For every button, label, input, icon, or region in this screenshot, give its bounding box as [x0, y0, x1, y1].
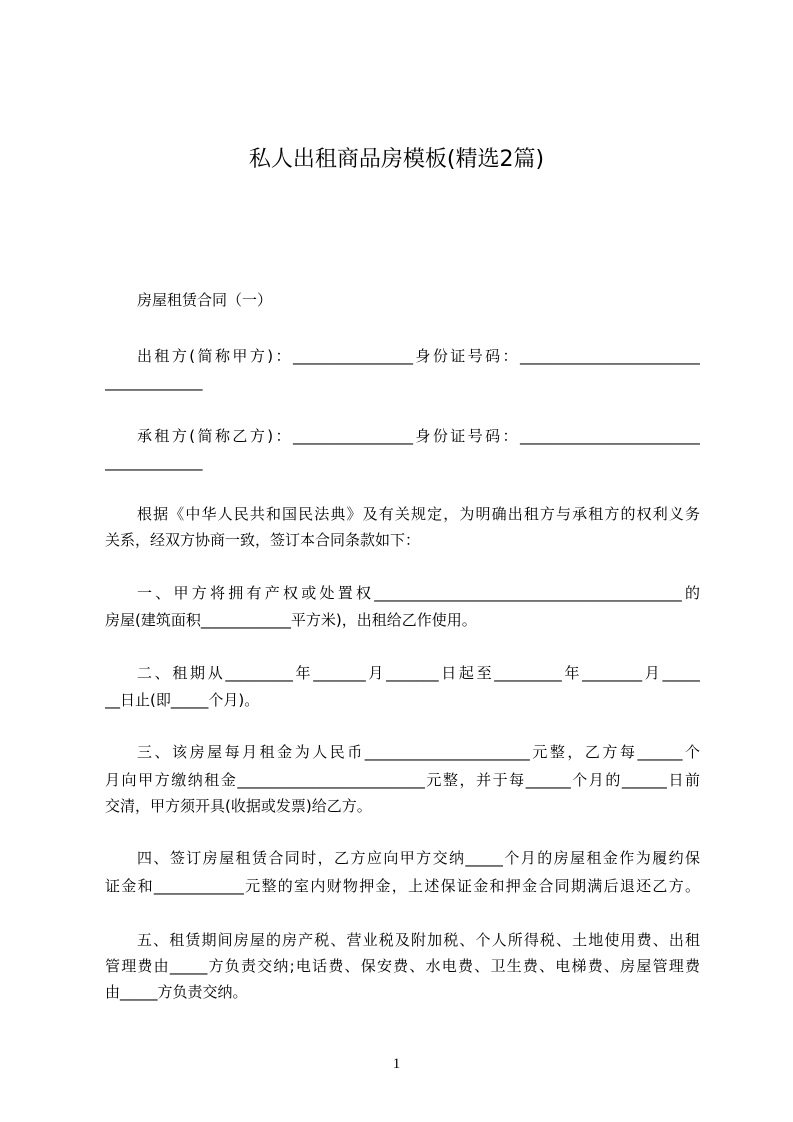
preamble-line: 根据《中华人民共和国民法典》及有关规定，为明确出租方与承租方的权利义务: [137, 505, 700, 523]
clause-3-line: 三、该房屋每月租金为人民币______________________元整，乙方每______个: [137, 743, 700, 761]
clause-4-line: 四、签订房屋租赁合同时，乙方应向甲方交纳_____个月的房屋租金作为履约保: [137, 849, 700, 867]
document-title: 私人出租商品房模板(精选2篇): [248, 147, 545, 172]
clause-1-line: 一、甲方将拥有产权或处置权_________________________________________的: [137, 584, 700, 602]
lessor-line-cont: _____________: [105, 373, 203, 391]
clause-1-line: 房屋(建筑面积____________平方米)，出租给乙作使用。: [105, 611, 477, 629]
clause-3-line: 月向甲方缴纳租金_________________________元整，并于每______个月的______日前: [105, 771, 700, 789]
clause-5-line: 由_____方负责交纳。: [105, 983, 248, 1001]
clause-2-line: 二、租期从_________年_______月_______日起至_________年________月_____: [137, 664, 700, 682]
section-heading: 房屋租赁合同（一）: [137, 291, 273, 309]
clause-4-line: 证金和____________元整的室内财物押金，上述保证金和押金合同期满后退还乙方。: [105, 877, 700, 895]
clause-3-line: 交清，甲方须开具(收据或发票)给乙方。: [105, 797, 372, 815]
lessee-line-cont: _____________: [105, 453, 203, 471]
page-number: 1: [392, 1056, 401, 1072]
preamble-line: 关系，经双方协商一致，签订本合同条款如下：: [105, 531, 421, 549]
clause-2-line: __日止(即_____个月)。: [105, 691, 260, 709]
lessor-line: 出租方(简称甲方)：________________身份证号码：________________________: [137, 347, 700, 365]
clause-5-line: 五、租赁期间房屋的房产税、营业税及附加税、个人所得税、土地使用费、出租: [137, 931, 700, 949]
clause-5-line: 管理费由_____方负责交纳;电话费、保安费、水电费、卫生费、电梯费、房屋管理费: [105, 957, 700, 975]
lessee-line: 承租方(简称乙方)：________________身份证号码：________________________: [137, 427, 700, 445]
